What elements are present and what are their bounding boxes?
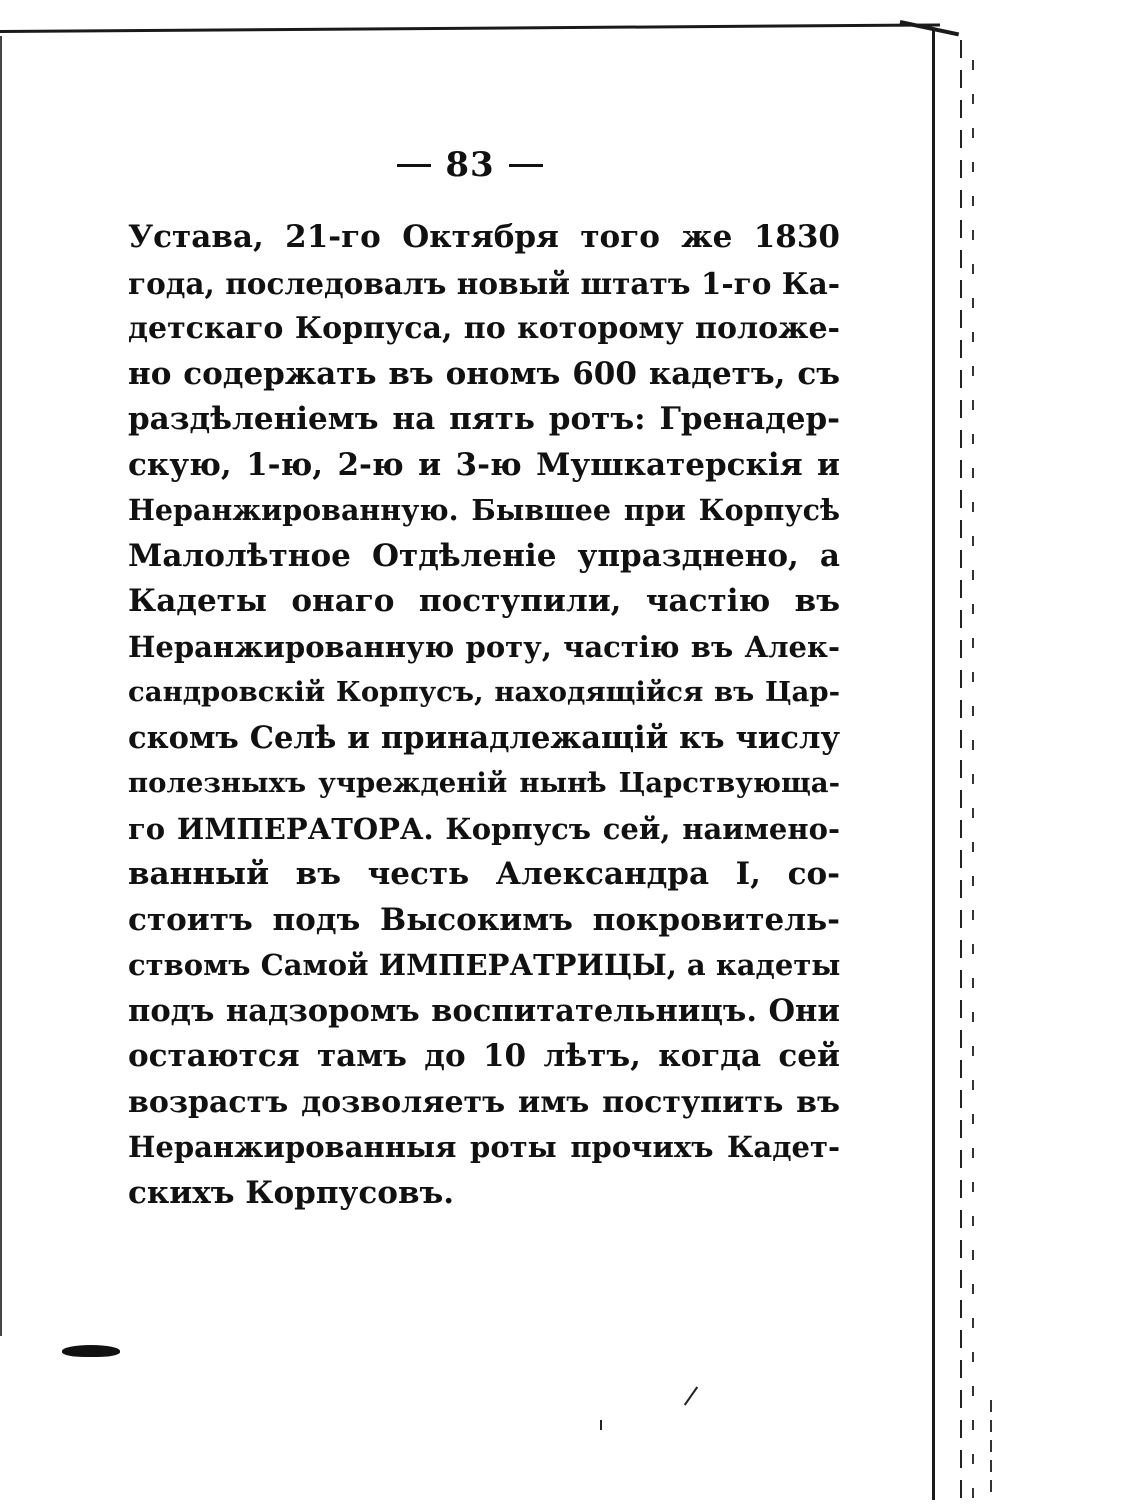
text-line: го ИМПЕРАТОРА. Корпусъ сей, наимено- (128, 811, 840, 846)
body-text (128, 215, 840, 1216)
header-dash-right (509, 164, 543, 167)
left-page-edge (0, 36, 2, 1336)
ink-blot (62, 1345, 120, 1357)
book-spine-shadow-inner (972, 60, 974, 1500)
text-line: ствомъ Самой ИМПЕРАТРИЦЫ, а кадеты (128, 948, 840, 982)
text-line: Устава, 21-го Октября того же 1830 (128, 219, 840, 255)
text-line: стоитъ подъ Высокимъ покровитель- (128, 901, 840, 938)
text-line: Неранжированныя роты прочихъ Кадет- (128, 1130, 840, 1164)
text-line: детскаго Корпуса, по которому положе- (128, 311, 840, 346)
text-line: Кадеты онаго поступили, частію въ (128, 583, 840, 619)
page-number: 83 (445, 145, 495, 185)
text-line: остаются тамъ до 10 лѣтъ, когда сей (128, 1038, 840, 1074)
stray-ink-dot (600, 1420, 602, 1430)
text-line: сандровскій Корпусъ, находящійся въ Цар- (128, 676, 840, 708)
header-dash-left (397, 164, 431, 167)
text-line: раздѣленіемъ на пять ротъ: Гренадер- (128, 401, 840, 437)
book-spine-shadow (960, 40, 962, 1500)
page-header (370, 140, 570, 190)
text-line: ванный въ честь Александра I, со- (128, 856, 840, 892)
book-spine-edge (932, 30, 935, 1500)
stray-ink-mark (684, 1386, 698, 1405)
text-line: Малолѣтное Отдѣленіе упразднено, а (128, 537, 840, 574)
text-line: скомъ Селѣ и принадлежащій къ числу (128, 719, 840, 756)
book-spine-shadow-bottom (990, 1400, 992, 1500)
top-page-border (0, 23, 940, 33)
text-line: но содержать въ ономъ 600 кадетъ, съ (128, 355, 840, 392)
text-line: Неранжированную. Бывшее при Корпусѣ (128, 493, 840, 527)
top-page-border-corner (900, 20, 960, 36)
text-line: полезныхъ учрежденій нынѣ Царствующа- (128, 767, 840, 799)
text-line: года, последовалъ новый штатъ 1-го Ка- (128, 265, 840, 301)
text-line: скихъ Корпусовъ. (128, 1174, 455, 1211)
text-line: Неранжированную роту, частію въ Алек- (128, 629, 840, 664)
text-line: подъ надзоромъ воспитательницъ. Они (128, 992, 840, 1029)
text-line: возрастъ дозволяетъ имъ поступить въ (128, 1084, 840, 1120)
text-line: скую, 1-ю, 2-ю и 3-ю Мушкатерскія и (128, 446, 840, 483)
